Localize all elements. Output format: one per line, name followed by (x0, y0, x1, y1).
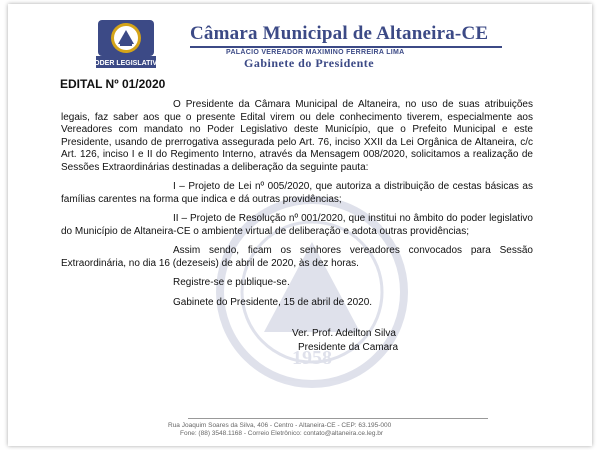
signer-name: Ver. Prof. Adeilton Silva (292, 328, 396, 339)
paragraph-item-1: I – Projeto de Lei nº 005/2020, que autoriza a distribuição de cestas básicas as famílias carentes na forma que indica e dá outras providências; (61, 181, 533, 205)
paragraph-item-2: II – Projeto de Resolução nº 001/2020, que institui no âmbito do poder legislativo do Município de Altaneira-CE o ambiente virtual de deliberação e adota outras providências; (61, 213, 533, 237)
seal-text: PODER LEGISLATIVO (89, 60, 163, 67)
date-line: Gabinete do Presidente, 15 de abril de 2020. (173, 297, 373, 308)
palace-name: PALÁCIO VEREADOR MAXIMINO FERREIRA LIMA (226, 49, 405, 56)
office-name: Gabinete do Presidente (244, 56, 375, 70)
paragraph-convocation: Assim sendo, ficam os senhores vereadores convocados para Sessão Extraordinária, no dia 16 (dezeseis) de abril de 2020, às dez horas. (61, 245, 533, 269)
paragraph-register: Registre-se e publique-se. (173, 277, 290, 288)
edital-heading: EDITAL Nº 01/2020 (60, 77, 166, 91)
footer-contact: Fone: (88) 3548.1168 - Correio Eletrônico: contato@altaneira.ce.leg.br (180, 430, 384, 437)
footer-address: Rua Joaquim Soares da Silva, 406 - Centro - Altaneira-CE - CEP: 63.195-000 (168, 422, 392, 429)
chamber-seal-logo (89, 18, 163, 70)
paragraph-intro: O Presidente da Câmara Municipal de Altaneira, no uso de suas atribuições legais, faz saber aos que o presente Edital virem ou dele conhecimento tiverem, especialmente aos Vereadores com mandato no Poder Legislativo deste Município, que o Prefeito Municipal e este Presidente, usando de prerrogativa assegurada pelo Art. 76, inciso XXII da Lei Orgânica de Altaneira, c/c Art. 126, inciso I e II do Regimento Interno, através da Mensagem 008/2020, solicitamos a realização de Sessões Extraordinárias destinadas a deliberação da seguinte pauta: (61, 99, 533, 173)
header-rule (190, 46, 502, 48)
document-page (8, 4, 592, 446)
institution-title: Câmara Municipal de Altaneira-CE (190, 23, 489, 44)
footer-rule (188, 418, 488, 419)
watermark-year: 1958 (292, 347, 332, 369)
signer-role: Presidente da Camara (298, 342, 399, 353)
document-body (61, 99, 533, 297)
